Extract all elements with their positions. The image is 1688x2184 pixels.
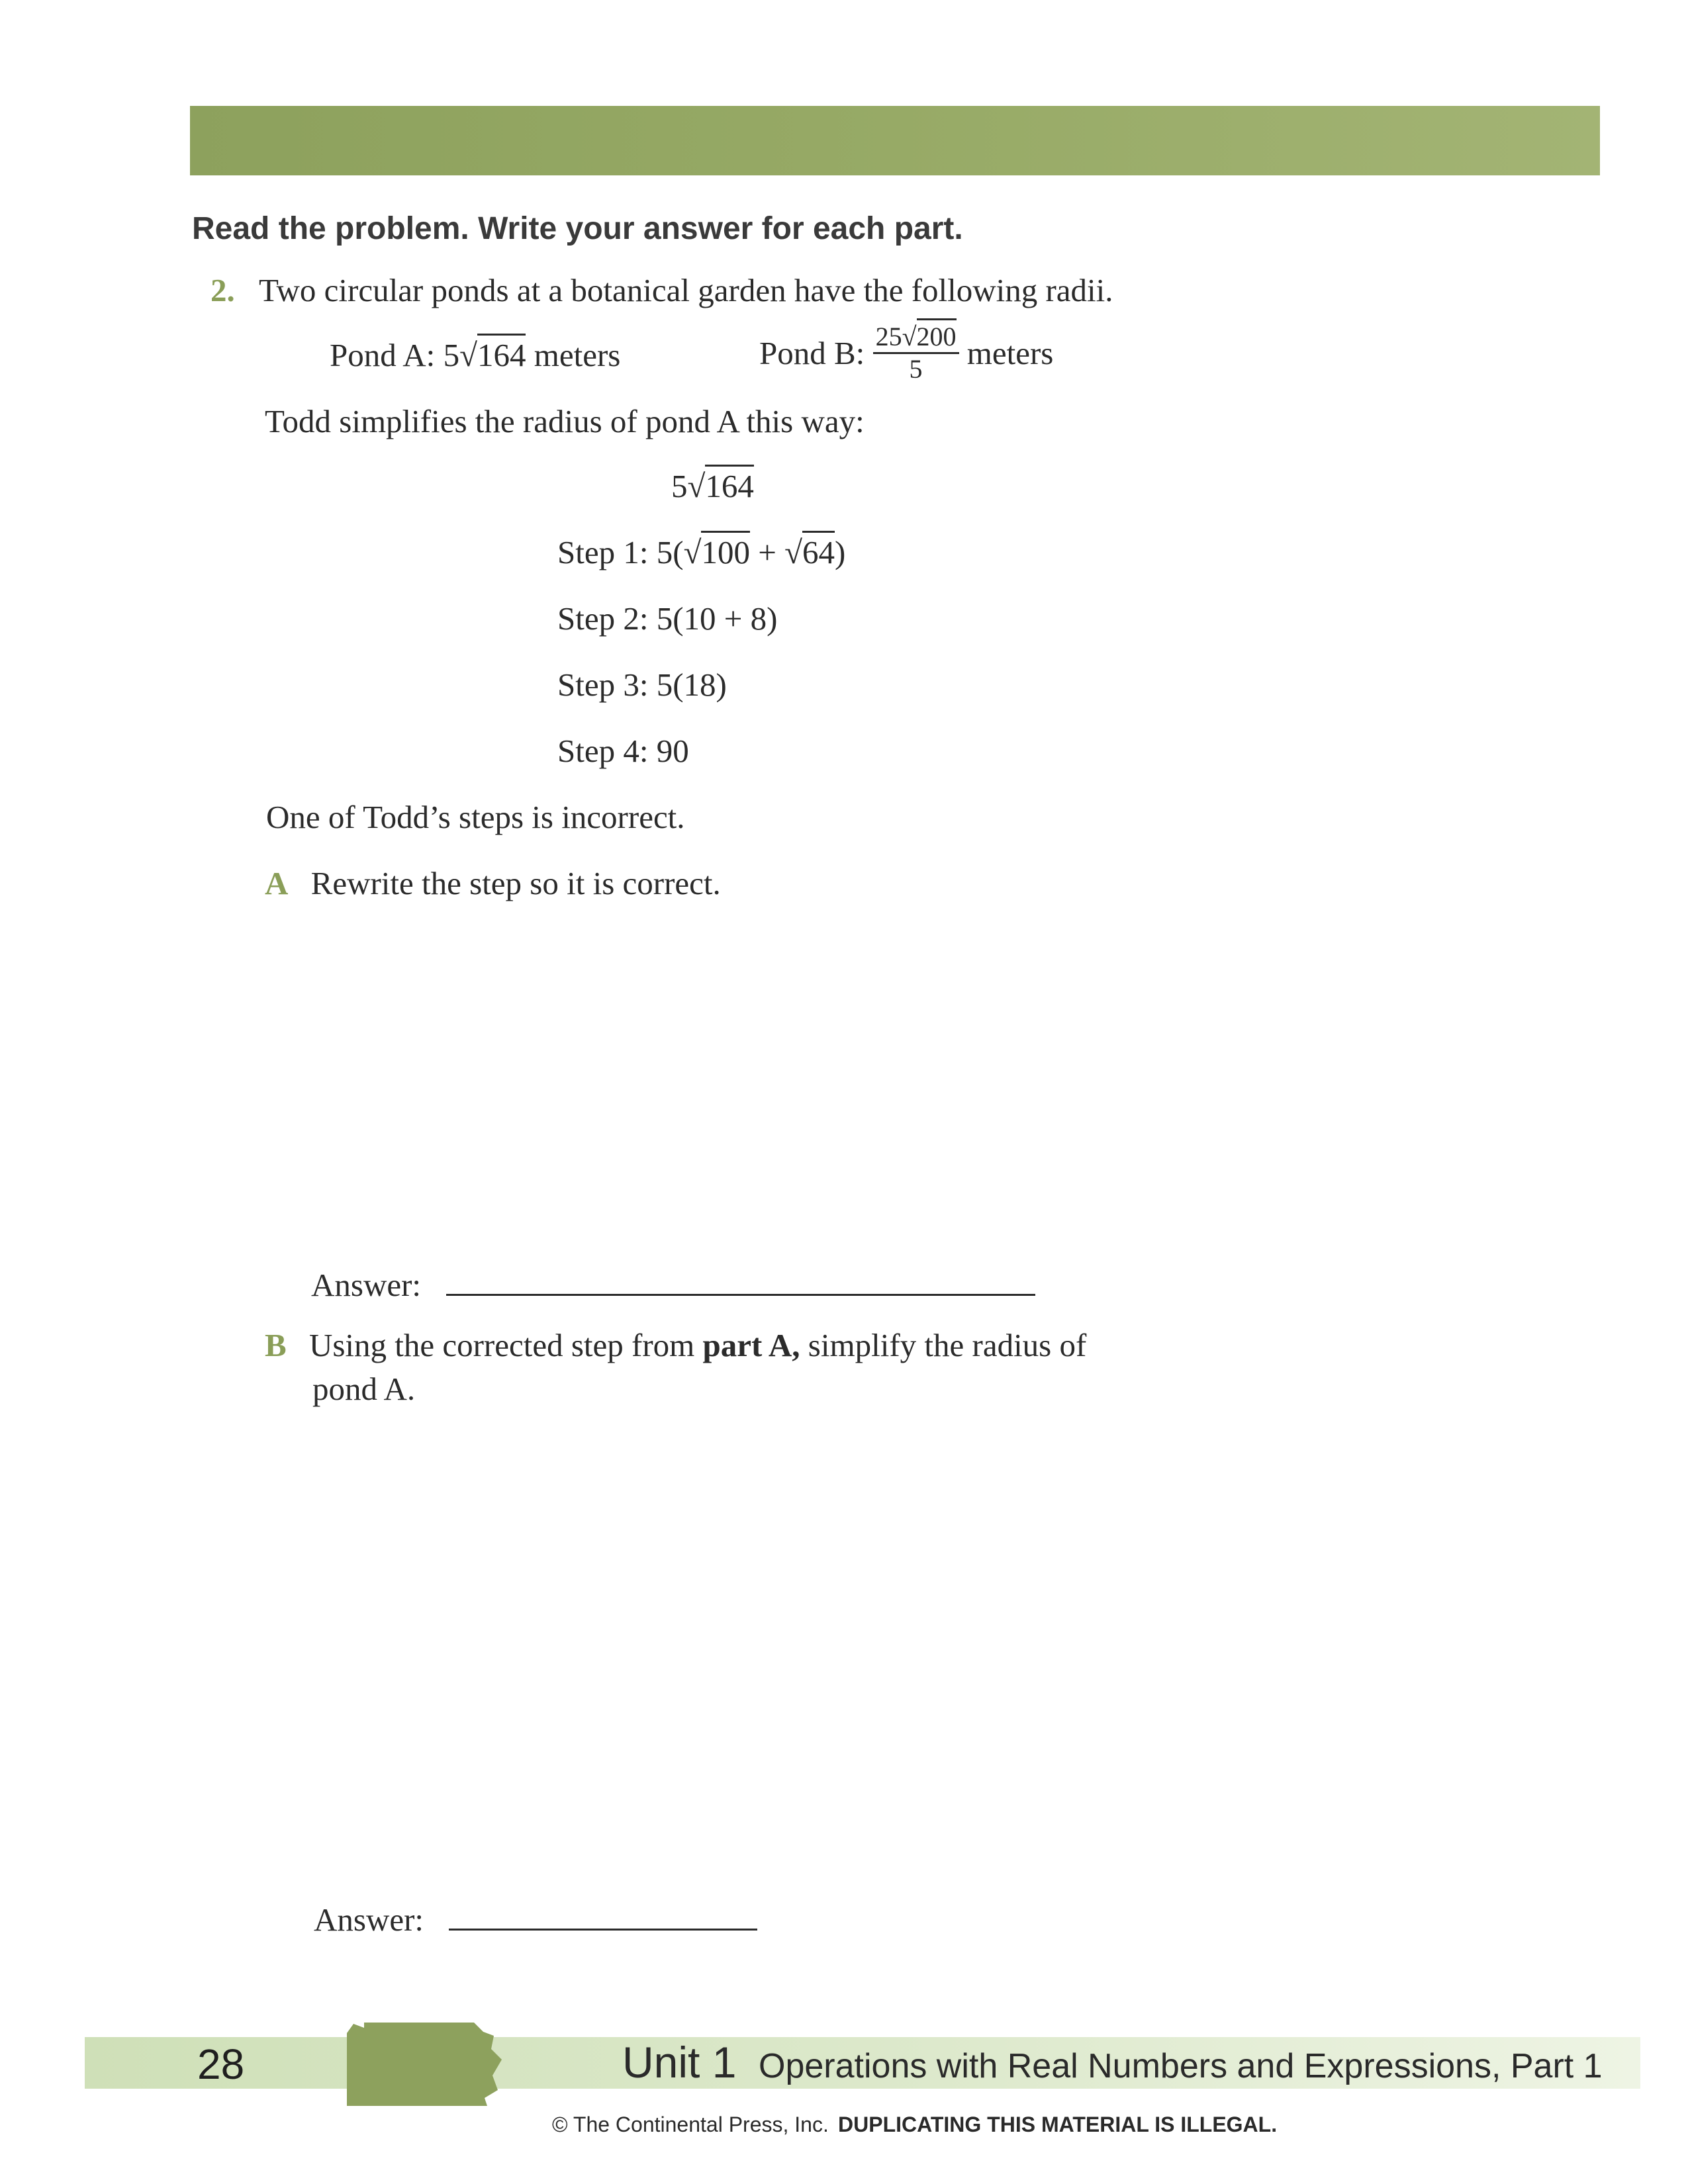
part-a-answer-line[interactable] xyxy=(446,1261,1035,1296)
pond-a-unit: meters xyxy=(534,337,621,373)
step-1 xyxy=(557,533,845,571)
step-1-plus: + xyxy=(758,534,776,570)
sqrt-symbol: √164 xyxy=(459,336,526,374)
sqrt-symbol: √200 xyxy=(902,323,957,351)
pond-a-label: Pond A: xyxy=(330,337,436,373)
instructions: Read the problem. Write your answer for each part. xyxy=(192,211,963,246)
unit-title: Operations with Real Numbers and Expressions, Part 1 xyxy=(759,2047,1603,2085)
pond-b-num-radicand: 200 xyxy=(917,318,957,351)
expression-coef: 5 xyxy=(671,468,688,504)
step-1-post: ) xyxy=(835,534,846,570)
expression xyxy=(671,467,754,505)
step-2-label: Step 2: xyxy=(557,600,649,637)
step-1-pre: 5( xyxy=(656,534,684,570)
step-3-label: Step 3: xyxy=(557,666,649,703)
part-a xyxy=(265,864,721,902)
sqrt-symbol: √64 xyxy=(784,533,835,571)
part-b-answer-line[interactable] xyxy=(449,1895,757,1931)
question-prompt-line xyxy=(211,271,1113,309)
pond-b-num-coef: 25 xyxy=(875,322,902,351)
copyright: © The Continental Press, Inc. xyxy=(552,2113,829,2136)
part-a-answer xyxy=(311,1261,1035,1304)
step-4-label: Step 4: xyxy=(557,733,649,769)
question-prompt: Two circular ponds at a botanical garden have the following radii. xyxy=(259,272,1113,308)
unit-label: Unit 1 xyxy=(622,2038,737,2087)
sqrt-symbol: √100 xyxy=(684,533,750,571)
pond-b xyxy=(759,323,1053,383)
expression-radicand: 164 xyxy=(705,465,754,504)
pond-a xyxy=(330,336,620,374)
page-number: 28 xyxy=(197,2040,245,2088)
step-2-expr: 5(10 + 8) xyxy=(656,600,778,637)
step-4-expr: 90 xyxy=(656,733,689,769)
step-3 xyxy=(557,666,727,704)
part-a-text: Rewrite the step so it is correct. xyxy=(310,865,721,901)
part-b-answer-label: Answer: xyxy=(314,1901,424,1938)
step-3-expr: 5(18) xyxy=(656,666,727,703)
pond-b-unit: meters xyxy=(966,335,1054,371)
state-outline-icon xyxy=(344,2019,503,2109)
part-b-text-line2: pond A. xyxy=(312,1371,416,1407)
question-number: 2. xyxy=(211,272,235,308)
step-1-label: Step 1: xyxy=(557,534,649,570)
step-4 xyxy=(557,732,689,770)
part-b-letter: B xyxy=(265,1327,287,1363)
part-b xyxy=(265,1326,1086,1364)
part-b-text-pre: Using the corrected step from xyxy=(308,1327,703,1363)
sqrt-symbol: √164 xyxy=(688,467,754,505)
step-1-r2: 64 xyxy=(802,531,835,570)
pond-a-coef: 5 xyxy=(443,337,460,373)
step-2 xyxy=(557,600,778,637)
pond-a-radicand: 164 xyxy=(477,334,526,373)
todd-intro: Todd simplifies the radius of pond A this way: xyxy=(265,403,865,439)
part-b-text-post: simplify the radius of xyxy=(800,1327,1087,1363)
part-b-answer xyxy=(314,1895,757,1938)
pond-b-den: 5 xyxy=(909,354,923,384)
incorrect-note: One of Todd’s steps is incorrect. xyxy=(266,799,685,835)
legal-notice: DUPLICATING THIS MATERIAL IS ILLEGAL. xyxy=(838,2113,1278,2136)
part-a-letter: A xyxy=(265,865,289,901)
pond-b-label: Pond B: xyxy=(759,335,865,371)
part-b-text-bold: part A, xyxy=(702,1327,800,1363)
header-band xyxy=(190,106,1600,175)
part-a-answer-label: Answer: xyxy=(311,1267,422,1303)
pond-b-fraction xyxy=(873,323,959,383)
step-1-r1: 100 xyxy=(701,531,750,570)
